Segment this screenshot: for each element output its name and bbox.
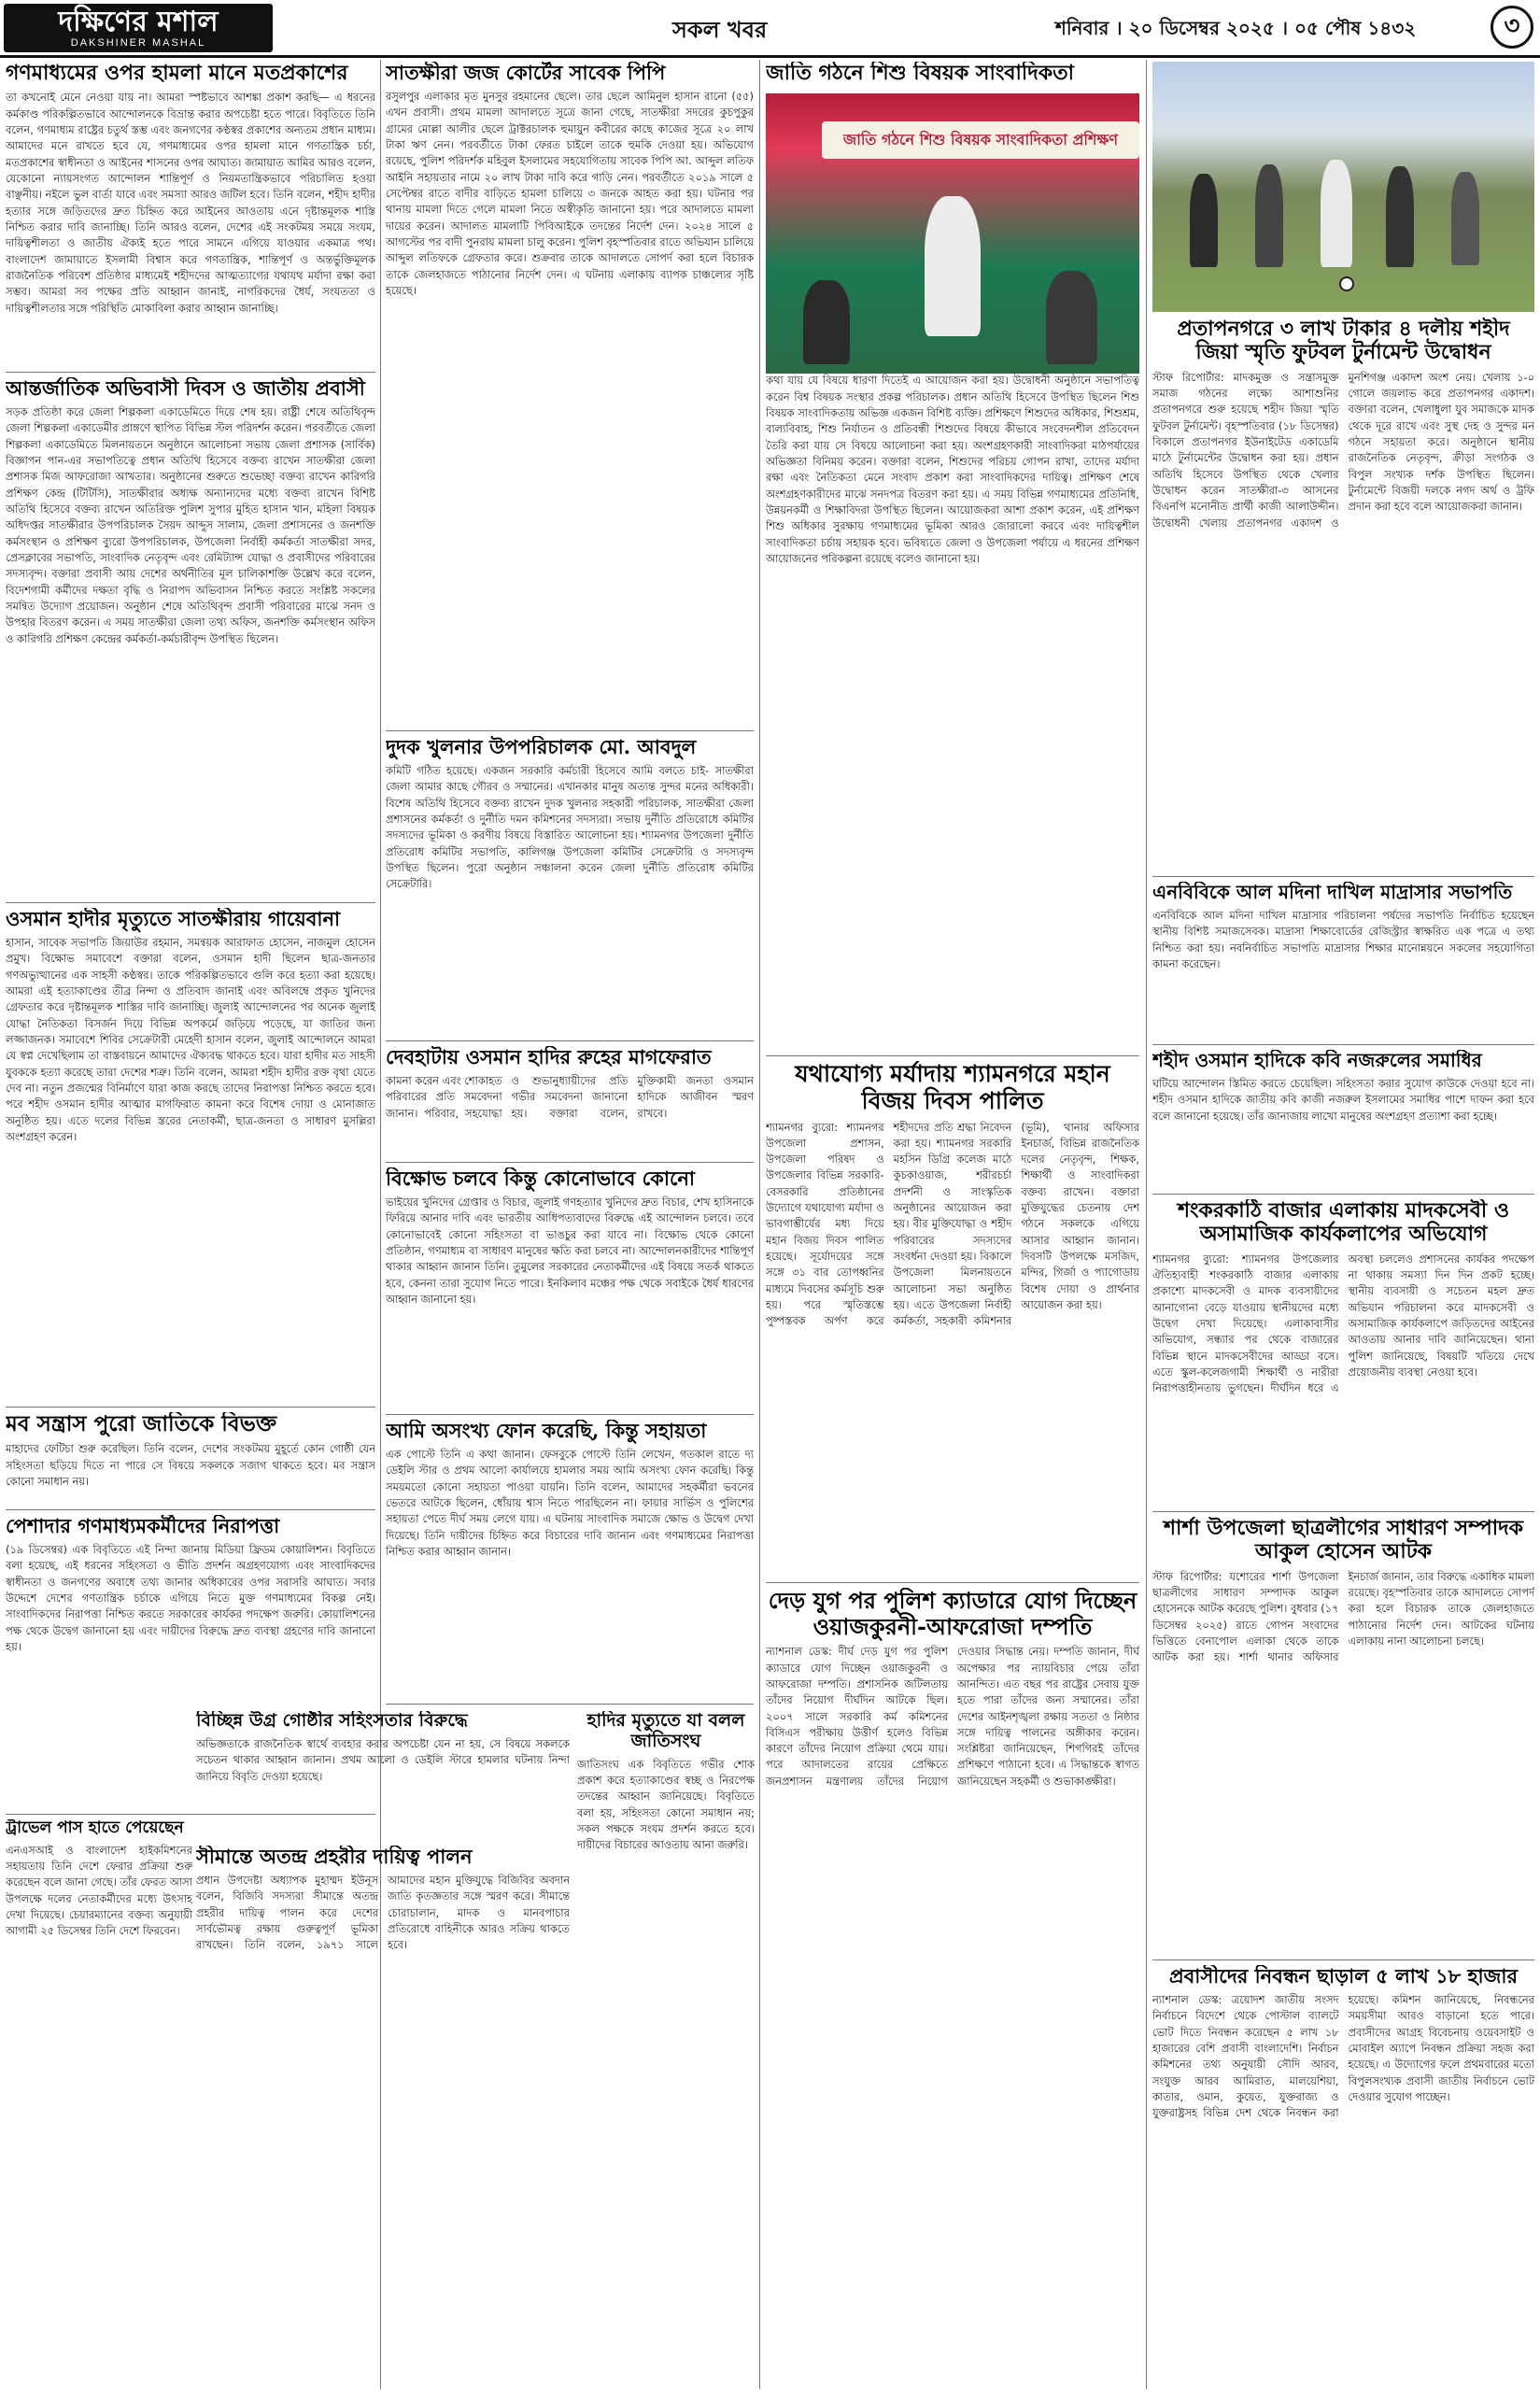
headline: দুদক খুলনার উপপরিচালক মো. আবদুল (386, 736, 697, 758)
article-body: কামনা করেন এবং শোকাহত পরিবারের প্রতি সমবেদনা জানান। পরিবার, সহযোদ্ধা ও শুভানুধ্যায়ীদের প্রতি গভীর সমবেদনা জানানো হয়। বক্তারা বলেন, মুক্তিকামী জনতা ওসমান হাদিকে আজীবন স্মরণ রাখবে। (386, 1074, 754, 1120)
divider (6, 902, 375, 903)
divider (766, 1055, 1139, 1056)
article-body: কমিটি গঠিত হয়েছে। একজন সরকারি কর্মচারী হিসেবে আমি বলতে চাই- সাতক্ষীরা জেলা আমার কাছে গৌরব ও সম্মানের। এখানকার মানুষ অত্যন্ত সুন্দর মনের অধিকারী। বিশেষ অতিথি হিসেবে বক্তব্য রাখেন দুদক খুলনার সহকারী পরিচালক, সাতক্ষীরা জেলা প্রশাসনের কর্মকর্তা ও দুর্নীতি দমন কমিশনের সদস্যরা। সভায় দুর্নীতি প্রতিরোধে কমিটির সদস্যদের ভূমিকা ও করণীয় বিষয়ে বিস্তারিত আলোচনা হয়। শ্যামনগর উপজেলা দুর্নীতি প্রতিরোধ কমিটির সভাপতি, কালিগঞ্জ উপজেলা কমিটির সেক্রেটারি ও সদস্যবৃন্দ উপস্থিত ছিলেন। পুরো অনুষ্ঠান সঞ্চালনা করেন জেলা দুর্নীতি প্রতিরোধ কমিটির সেক্রেটারি। (386, 764, 754, 891)
headline: প্রবাসীদের নিবন্ধন ছাড়াল ৫ লাখ ১৮ হাজার (1168, 1965, 1519, 1988)
headline: সীমান্তে অতন্দ্র প্রহরীর দায়িত্ব পালন (196, 1846, 473, 1868)
section-title: সকল খবর (672, 17, 768, 43)
headline: যথাযোগ্য মর্যাদায় শ্যামনগরে মহান বিজয় দিবস পালিত (795, 1061, 1110, 1114)
article-travel-pass[interactable] (6, 1819, 192, 2389)
article-expat-registration[interactable] (1152, 1965, 1534, 2389)
logo-english: DAKSHINER MASHAL (70, 37, 206, 49)
headline: এনবিবিকে আল মদিনা দাখিল মাদ্রাসার সভাপতি (1152, 882, 1513, 903)
divider (1152, 1194, 1534, 1195)
divider (386, 1040, 754, 1041)
article-body: হাসান, সাবেক সভাপতি জিয়াউর রহমান, সমন্বয়ক আরাফাত হোসেন, নাজমুল হোসেন প্রমুখ। বিক্ষোভ সমাবেশে বক্তারা বলেন, ওসমান হাদী ছিলেন ছাত্র-জনতার গণঅভ্যুত্থানের এক সাহসী কণ্ঠস্বর। তাকে পরিকল্পিতভাবে গুলি করে হত্যা করা হয়েছে। আমরা এই হত্যাকাণ্ডের তীব্র নিন্দা ও প্রতিবাদ জানাই এবং অবিলম্বে প্রকৃত খুনিদের গ্রেফতার করে দৃষ্টান্তমূলক শাস্তির দাবি জানাচ্ছি। জুলাই আন্দোলনের পর অনেক জুলাই যোদ্ধা নৈতিকতা বিসর্জন দিয়ে বিভিন্ন অপকর্মে জড়িয়ে পড়েছে, যা জাতির জন্য লজ্জাজনক। সমাবেশে শিবির সেক্রেটারী মেহেদী হাসান বলেন, জুলাই আন্দোলনে আমরা যে স্বপ্ন দেখেছিলাম তা বাস্তবায়নে আমাদের ঐক্যবদ্ধ থাকতে হবে। যারা হাদীর মত সাহসী যুবককে হত্যা করেছে তারা দেশের শত্রু। তিনি বলেন, আমরা শহীদ হাদীর রক্ত বৃথা যেতে দেব না। নতুন প্রজন্মের বিনির্মাণে যারা কাজ করছে তাদের নিরাপত্তা নিশ্চিত করতে হবে। পরে শহীদ ওসমান হাদীর আত্মার মাগফিরাত কামনা করে বিশেষ দোয়া ও মোনাজাত অনুষ্ঠিত হয়। এতে দলের বিভিন্ন স্তরের নেতাকর্মী, ছাত্র-জনতা ও সাধারণ মুসল্লিরা অংশগ্রহণ করেন। (6, 936, 375, 1144)
article-un-statement[interactable] (577, 1711, 755, 2389)
article-body: ভাইয়ের খুনিদের গ্রেপ্তার ও বিচার, জুলাই গণহত্যার খুনিদের দ্রুত বিচার, শেখ হাসিনাকে ফিরিয়ে আনার দাবি এবং ভারতীয় আধিপত্যবাদের বিরুদ্ধে এই আন্দোলন চলবে। তবে কোনোভাবেই কোনো সহিংসতা বা ভাঙচুর করা যাবে না। বিক্ষোভ থেকে কোনো প্রতিষ্ঠান, গণমাধ্যম বা সাধারণ মানুষের ক্ষতি করা চলবে না। আন্দোলনকারীদের শান্তিপূর্ণ থাকার আহ্বান জানান তিনি। তুমুলের সরকারের নেতাকর্মীদের এই বিষয়ে সতর্ক থাকতে হবে, কেননা তারা সুযোগ নিতে পারে। ইনকিলাব মঞ্চের পক্ষ থেকে সবাইকে ধৈর্য ধারণের আহ্বান জানানো হয়। (386, 1196, 754, 1307)
article-body: এক পোস্টে তিনি এ কথা জানান। ফেসবুকে পোস্টে তিনি লেখেন, গতকাল রাতে দ্য ডেইলি স্টার ও প্রথম আলো কার্যালয়ে হামলার সময় আমি অসংখ্য ফোন করেছি। কিন্তু সময়মতো কোনো সহায়তা পাওয়া যায়নি। তিনি বলেন, আমাদের সহকর্মীরা ভবনের ভেতরে আটকে ছিলেন, ধোঁয়ায় শ্বাস নিতে পারছিলেন না। ফায়ার সার্ভিস ও পুলিশের সহায়তা পেতে দীর্ঘ সময় লেগে যায়। এ ঘটনায় সাংবাদিক সমাজে ক্ষোভ ও উদ্বেগ দেখা দিয়েছে। তিনি দায়ীদের চিহ্নিত করে বিচারের দাবি জানান এবং গণমাধ্যমের নিরাপত্তা নিশ্চিত করার আহ্বান জানান। (386, 1448, 754, 1559)
headline: বিচ্ছিন্ন উগ্র গোষ্ঠীর সহিংসতার বিরুদ্ধে (196, 1711, 468, 1731)
article-body: শ্যামনগর ব্যুরো: শ্যামনগর উপজেলা প্রশাসন, উপজেলা পরিষদ ও উপজেলার বিভিন্ন সরকারি-বেসরকারি প্রতিষ্ঠানের উদ্যোগে যথাযোগ্য মর্যাদা ও ভাবগাম্ভীর্যের মধ্য দিয়ে মহান বিজয় দিবস পালিত হয়েছে। সূর্যোদয়ের সঙ্গে সঙ্গে ৩১ বার তোপধ্বনির মাধ্যমে দিবসের কর্মসূচি শুরু হয়। পরে স্মৃতিস্তম্ভে পুষ্পস্তবক অর্পণ করে শহীদদের প্রতি শ্রদ্ধা নিবেদন করা হয়। শ্যামনগর সরকারি মহসিন ডিগ্রি কলেজ মাঠে কুচকাওয়াজ, শরীরচর্চা প্রদর্শনী ও সাংস্কৃতিক অনুষ্ঠানের আয়োজন করা হয়। বীর মুক্তিযোদ্ধা ও শহীদ পরিবারের সদস্যদের সংবর্ধনা দেওয়া হয়। বিকালে উপজেলা মিলনায়তনে আলোচনা সভা অনুষ্ঠিত হয়। এতে উপজেলা নির্বাহী কর্মকর্তা, সহকারী কমিশনার (ভূমি), থানার অফিসার ইনচার্জ, বিভিন্ন রাজনৈতিক দলের নেতৃবৃন্দ, শিক্ষক, শিক্ষার্থী ও সাংবাদিকরা বক্তব্য রাখেন। বক্তারা মুক্তিযুদ্ধের চেতনায় দেশ গঠনে সকলকে এগিয়ে আসার আহ্বান জানান। দিবসটি উপলক্ষে মসজিদ, মন্দির, গির্জা ও প্যাগোডায় বিশেষ দোয়া ও প্রার্থনার আয়োজন করা হয়। (766, 1120, 1139, 1328)
column-rule (1146, 60, 1147, 2389)
article-body: স্টাফ রিপোর্টার: মাদকমুক্ত ও সন্ত্রাসমুক্ত সমাজ গঠনের লক্ষ্যে আশাশুনির প্রতাপনগরে শুরু হয়েছে শহীদ জিয়া স্মৃতি ফুটবল টুর্নামেন্ট। বৃহস্পতিবার (১৮ ডিসেম্বর) বিকালে প্রতাপনগর ইউনাইটেড একাডেমি মাঠে টুর্নামেন্টের উদ্বোধন করা হয়। প্রধান অতিথি হিসেবে উপস্থিত থেকে খেলার উদ্বোধন করেন সাতক্ষীরা-৩ আসনের বিএনপি মনোনীত প্রার্থী কাজী আলাউদ্দীন। উদ্বোধনী খেলায় প্রতাপনগর একাদশ ও মুনশিগঞ্জ একাদশ অংশ নেয়। খেলায় ১-০ গোলে জয়লাভ করে প্রতাপনগর একাদশ। বক্তারা বলেন, খেলাধুলা যুব সমাজকে মাদক থেকে দূরে রাখে এবং সুস্থ দেহ ও সুন্দর মন গঠনে সহায়তা করে। অনুষ্ঠানে স্থানীয় রাজনৈতিক নেতৃবৃন্দ, ক্রীড়া সংগঠক ও বিপুল সংখ্যক দর্শক উপস্থিত ছিলেন। টুর্নামেন্টে বিজয়ী দলকে নগদ অর্থ ও ট্রফি প্রদান করা হবে বলে আয়োজকরা জানান। (1152, 370, 1534, 530)
newspaper-logo[interactable] (4, 4, 273, 52)
article-body: স্টাফ রিপোর্টার: যশোরের শার্শা উপজেলা ছাত্রলীগের সাধারণ সম্পাদক আকুল হোসেনকে আটক করেছে পুলিশ। বুধবার (১৭ ডিসেম্বর ২০২৫) রাতে গোপন সংবাদের ভিত্তিতে বেনাপোল এলাকা থেকে তাকে আটক করা হয়। শার্শা থানার অফিসার ইনচার্জ জানান, তার বিরুদ্ধে একাধিক মামলা রয়েছে। বৃহস্পতিবার তাকে আদালতে সোপর্দ করা হলে বিচারক তাকে জেলহাজতে পাঠানোর নির্দেশ দেন। আটকের ঘটনায় এলাকায় নানা আলোচনা চলছে। (1152, 1569, 1534, 1664)
divider (1152, 1044, 1534, 1045)
divider (6, 1407, 375, 1408)
article-body: প্রধান উপদেষ্টা অধ্যাপক মুহাম্মদ ইউনূস বলেন, বিজিবি সদস্যরা সীমান্তে অতন্দ্র প্রহরীর দায়িত্ব পালন করে দেশের সার্বভৌমত্ব রক্ষায় গুরুত্বপূর্ণ ভূমিকা রাখছেন। তিনি বলেন, ১৯৭১ সালে আমাদের মহান মুক্তিযুদ্ধে বিজিবির অবদান জাতি কৃতজ্ঞতার সঙ্গে স্মরণ করে। সীমান্তে চোরাচালান, মাদক ও মানবপাচার প্রতিরোধে বাহিনীকে আরও সক্রিয় থাকতে হবে। (196, 1874, 570, 1952)
article-body: সড়ক প্রতিষ্ঠা করে জেলা শিল্পকলা একাডেমিতে দিয়ে শেষ হয়। রাষ্ট্রী শেষে অতিথিবৃন্দ জেলা শিল্পকলা একাডেমীর প্রাঙ্গণে স্থাপিত বিভিন্ন স্টল পরিদর্শন করেন। পরবর্তীতে জেলা শিল্পকলা একাডেমিতে মিলনায়তনে অনুষ্ঠানে আলোচনা সভায় জেলা প্রশাসক (সার্বিক) বিজ্ঞাপন পান-এর সভাপতিত্বে প্রধান অতিথি হিসেবে বক্তব্য রাখেন সাতক্ষীরা জেলা প্রশাসক মিজ আফরোজা আখতার। অনুষ্ঠানের শুরুতে শুভেচ্ছা বক্তব্য রাখেন কারিগরি প্রশিক্ষণ কেন্দ্র (টিটিসি), সাতক্ষীরার অধ্যক্ষ অন্যান্যদের মধ্যে বক্তব্য রাখেন বিশিষ্ট অতিথি হিসেবে বক্তব্য রাখেন অতিরিক্ত পুলিশ সুপার মুহিত হাসান খান, মহিলা বিষয়ক অধিদপ্তর সাতক্ষীরার উপপরিচালক সৈয়দ আব্দুস সালাম, জেলা প্রশাসনের ও জনশক্তি কর্মসংস্থান ও প্রশিক্ষণ ব্যুরো উপপরিচালক, উপজেলা নির্বাহী কর্মকর্তা সাতক্ষীরা সদর, প্রেসক্লাবের সভাপতি, সাংবাদিক নেতৃবৃন্দ এবং রেমিট্যান্স যোদ্ধা ও প্রবাসীদের পরিবারের সদস্যবৃন্দ। বক্তারা প্রবাসী আয় দেশের অর্থনীতির মূল চালিকাশক্তি উল্লেখ করে বলেন, বিদেশগামী কর্মীদের দক্ষতা বৃদ্ধি ও নিরাপদ অভিবাসন নিশ্চিত করতে সংশ্লিষ্ট সকলের সমন্বিত উদ্যোগ প্রয়োজন। অনুষ্ঠান শেষে অতিথিবৃন্দ প্রবাসী পরিবারের মাঝে সনদ ও উপহার বিতরণ করেন। এ সময় সাতক্ষীরা জেলা তথ্য অফিস, জনশক্তি কর্মসংস্থান অফিস ও কারিগরি প্রশিক্ষণ কেন্দ্রের কর্মকর্তা-কর্মচারীবৃন্দ উপস্থিত ছিলেন। (6, 405, 375, 645)
article-acc-khulna[interactable] (386, 736, 754, 1037)
headline: শহীদ ওসমান হাদিকে কবি নজরুলের সমাধির (1152, 1050, 1482, 1071)
divider (386, 1414, 754, 1415)
article-border-guard[interactable] (196, 1846, 570, 2389)
article-debhata-prayer[interactable] (386, 1046, 754, 1158)
player-figure (1451, 172, 1479, 265)
player-figure (1321, 160, 1352, 267)
headline: সাতক্ষীরা জজ কোর্টের সাবেক পিপি (386, 62, 666, 84)
column-rule (759, 60, 760, 2389)
article-body: জাতিসংঘ এক বিবৃতিতে গভীর শোক প্রকাশ করে হত্যাকাণ্ডের স্বচ্ছ ও নিরপেক্ষ তদন্তের আহ্বান জানিয়েছে। বিবৃতিতে বলা হয়, সহিংসতা কোনো সমাধান নয়; সকল পক্ষকে সংযম প্রদর্শন করতে হবে। দায়ীদের বিচারের আওতায় আনা জরুরি। (577, 1757, 755, 1852)
article-body: ঘটিয়ে আন্দোলন স্তিমিত করতে চেয়েছিল। সহিংসতা করার সুযোগ কাউকে দেওয়া হবে না। শহীদ ওসমান হাদিকে জাতীয় কবি কাজী নজরুল ইসলামের সমাধির পাশে দাফন করা হবে বলে জানানো হয়েছে। তাঁর জানাজায় লাখো মানুষের অংশগ্রহণ প্রত্যাশা করা হচ্ছে। (1152, 1077, 1534, 1123)
divider (1152, 1959, 1534, 1960)
headline: মব সন্ত্রাস পুরো জাতিকে বিভক্ত (6, 1412, 277, 1436)
headline: প্রতাপনগরে ৩ লাখ টাকার ৪ দলীয় শহীদ জিয়া স্মৃতি ফুটবল টুর্নামেন্ট উদ্বোধন (1177, 318, 1510, 365)
article-police-cadre[interactable] (766, 1588, 1139, 2389)
article-former-pp[interactable] (386, 62, 754, 727)
divider (1152, 876, 1534, 877)
article-drug-users[interactable] (1152, 1199, 1534, 1507)
article-phone-calls[interactable] (386, 1420, 754, 1700)
divider (386, 1162, 754, 1163)
headline: দেড় যুগ পর পুলিশ ক্যাডারে যোগ দিচ্ছেন ওয়াজকুরনী-আফরোজা দম্পতি (768, 1588, 1137, 1640)
divider (386, 730, 754, 731)
football-icon (1339, 276, 1354, 291)
banner-caption: জাতি গঠনে শিশু বিষয়ক সাংবাদিকতা প্রশিক্ষণ (822, 121, 1139, 159)
article-body: (১৯ ডিসেম্বর) এক বিবৃতিতে এই নিন্দা জানায় মিডিয়া ফ্রিডম কোয়ালিশন। বিবৃতিতে বলা হয়েছে, এই ধরনের সহিংসতা ও ভীতি প্রদর্শন অগ্রহণযোগ্য এবং সাংবাদিকদের স্বাধীনতা ও জনগণের অবাধে তথ্য জানার অধিকারের ওপর সরাসরি আঘাত। সবার উদ্দেশে দেশের গণতান্ত্রিক চর্চাকে এগিয়ে নিতে মুক্ত গণমাধ্যমের বিকল্প নেই। সাংবাদিকদের নিরাপত্তা নিশ্চিত করতে সরকারের কার্যকর পদক্ষেপ জরুরি। কোয়ালিশনের পক্ষ থেকে উদ্বেগ জানানো হয় এবং দায়ীদের বিরুদ্ধে দ্রুত ব্যবস্থা গ্রহণের দাবি জানানো হয়। (6, 1543, 375, 1654)
article-body: শ্যামনগর ব্যুরো: শ্যামনগর উপজেলার ঐতিহ্যবাহী শংকরকাঠি বাজার এলাকায় প্রকাশ্যে মাদকসেবী ও মাদক ব্যবসায়ীদের আনাগোনা বেড়ে যাওয়ায় স্থানীয়দের মধ্যে উদ্বেগ দেখা দিয়েছে। এলাকাবাসীর অভিযোগ, সন্ধ্যার পর থেকে বাজারের বিভিন্ন স্থানে মাদকসেবীদের আড্ডা বসে। এতে স্কুল-কলেজগামী শিক্ষার্থী ও নারীরা নিরাপত্তাহীনতায় ভুগছেন। দীর্ঘদিন ধরে এ অবস্থা চললেও প্রশাসনের কার্যকর পদক্ষেপ না থাকায় সমস্যা দিন দিন প্রকট হচ্ছে। স্থানীয় ব্যবসায়ী ও সচেতন মহল দ্রুত অভিযান পরিচালনা করে মাদকসেবী ও অসামাজিক কার্যকলাপে জড়িতদের আইনের আওতায় আনার দাবি জানিয়েছেন। থানা পুলিশ জানিয়েছে, বিষয়টি খতিয়ে দেখে প্রয়োজনীয় ব্যবস্থা নেওয়া হবে। (1152, 1252, 1534, 1395)
article-football-tournament[interactable] (1152, 318, 1534, 872)
attendee-figure (1046, 271, 1097, 364)
article-extremist-violence[interactable] (196, 1711, 570, 1840)
article-body: মাহাদের ফেটিচা শুরু করেছিল। তিনি বলেন, দেশের সংকটময় মুহূর্তে কোন গোষ্ঠী যেন সহিংসতা ছড়িয়ে দিতে না পারে সে বিষয়ে সকলকে সজাগ থাকতে হবে। মব সন্ত্রাস কোনো সমাধান নয়। (6, 1442, 375, 1489)
speaker-figure (925, 196, 981, 336)
football-photo (1152, 62, 1534, 312)
divider (6, 1509, 375, 1510)
divider (1152, 1511, 1534, 1512)
divider (766, 1582, 1139, 1583)
player-figure (1190, 174, 1218, 267)
article-mob-terror[interactable] (6, 1412, 375, 1506)
article-body: তা কখনোই মেনে নেওয়া যায় না। আমরা স্পষ্টভাবে আশঙ্কা প্রকাশ করছি— এ ধরনের কর্মকাণ্ড পরিকল্পিতভাবে আন্দোলনকে বিভ্রান্ত করার অপচেষ্টা হতে পারে। বিবৃতিতে তিনি বলেন, গণমাধ্যম রাষ্ট্রের চতুর্থ স্তম্ভ এবং জনগণের কণ্ঠস্বর প্রকাশের অন্যতম প্রধান মাধ্যম। আমাদের মনে রাখতে হবে যে, গণমাধ্যমের ওপর হামলা মানে গণতান্ত্রিক চর্চা, মতপ্রকাশের স্বাধীনতা ও আইনের শাসনের ওপর আঘাত। জামায়াত আমির আরও বলেন, যেকোনো ন্যায়সংগত আন্দোলন শান্তিপূর্ণ ও নিয়মতান্ত্রিকভাবে পরিচালিত হওয়া বাঞ্ছনীয়। নইলে ভুল বার্তা যাবে এবং সমস্যা আরও জটিল হবে। তিনি বলেন, শহীদ হাদীর হত্যার সঙ্গে জড়িতদের দ্রুত চিহ্নিত করে আইনের আওতায় এনে দৃষ্টান্তমূলক শাস্তি নিশ্চিত করার দাবি জানাচ্ছি। তিনি আরও বলেন, দেশের এই সংকটময় সময়ে সংযম, দায়িত্বশীলতা ও জাতীয় ঐক্যই হতে পারে সামনে এগিয়ে যাওয়ার একমাত্র পথ। বাংলাদেশ জামায়াতে ইসলামী বিশ্বাস করে গণতান্ত্রিক, শান্তিপূর্ণ ও অন্তর্ভুক্তিমূলক রাজনৈতিক পরিবেশ প্রতিষ্ঠার মাধ্যমেই শহীদদের আত্মত্যাগের যথাযথ মর্যাদা রক্ষা করা সম্ভব। আমরা সব পক্ষের প্রতি আহ্বান জানাই, নাগরিকদের ধৈর্য, সংযততা ও দায়িত্বশীলতার সঙ্গে পরিস্থিতি মোকাবিলা করার আহ্বান জানাচ্ছি। (6, 91, 375, 315)
player-figure (1386, 166, 1414, 267)
article-body: এনবিবিকে আল মদিনা দাখিল মাদ্রাসার পরিচালনা পর্ষদের সভাপতি নির্বাচিত হয়েছেন স্থানীয় বিশিষ্ট সমাজসেবক। মাদ্রাসা শিক্ষাবোর্ডের রেজিস্ট্রার স্বাক্ষরিত এক পত্রে এ তথ্য নিশ্চিত করা হয়। নবনির্বাচিত সভাপতি মাদ্রাসার শিক্ষার মানোন্নয়নে সকলের সহযোগিতা কামনা করেছেন। (1152, 909, 1534, 970)
article-body: ন্যাশনাল ডেস্ক: ত্রয়োদশ জাতীয় সংসদ নির্বাচনে বিদেশে থেকে পোস্টাল ব্যালটে ভোট দিতে নিবন্ধন করেছেন ৫ লাখ ১৮ হাজারের বেশি প্রবাসী বাংলাদেশি। নির্বাচন কমিশনের তথ্য অনুযায়ী সৌদি আরব, সংযুক্ত আরব আমিরাত, মালয়েশিয়া, কাতার, ওমান, কুয়েত, যুক্তরাজ্য ও যুক্তরাষ্ট্রসহ বিভিন্ন দেশ থেকে নিবন্ধন করা হয়েছে। কমিশন জানিয়েছে, নিবন্ধনের সময়সীমা আরও বাড়ানো হতে পারে। প্রবাসীদের আগ্রহ বিবেচনায় ওয়েবসাইট ও মোবাইল অ্যাপে নিবন্ধন প্রক্রিয়া সহজ করা হয়েছে। এ উদ্যোগের ফলে প্রথমবারের মতো বিপুলসংখ্যক প্রবাসী জাতীয় নির্বাচনে ভোট দেওয়ার সুযোগ পাচ্ছেন। (1152, 1993, 1534, 2120)
article-nazrul-grave[interactable] (1152, 1050, 1534, 1190)
headline: ওসমান হাদীর মৃত্যুতে সাতক্ষীরায় গায়েবানা (6, 908, 341, 930)
headline: শংকরকাঠি বাজার এলাকায় মাদকসেবী ও অসামাজিক কার্যকলাপের অভিযোগ (1177, 1199, 1510, 1247)
headline: পেশাদার গণমাধ্যমকর্মীদের নিরাপত্তা (6, 1515, 280, 1537)
headline: শার্শা উপজেলা ছাত্রলীগের সাধারণ সম্পাদক আকুল হোসেন আটক (1163, 1517, 1524, 1564)
article-migrants-day[interactable] (6, 377, 375, 898)
divider (6, 372, 375, 373)
headline: আমি অসংখ্য ফোন করেছি, কিন্তু সহায়তা (386, 1420, 707, 1442)
headline: গণমাধ্যমের ওপর হামলা মানে মতপ্রকাশের (6, 62, 348, 85)
masthead (0, 0, 1540, 58)
dateline: শনিবার । ২০ ডিসেম্বর ২০২৫ । ০৫ পৌষ ১৪৩২ (1055, 17, 1417, 39)
article-victory-day[interactable] (766, 1061, 1139, 1578)
logo-bengali: দক্ষিণের মশাল (58, 6, 219, 38)
article-chhatra-league-arrest[interactable] (1152, 1517, 1534, 1956)
article-ghaebana-janaza[interactable] (6, 908, 375, 1403)
headline: হাদির মৃত্যুতে যা বলল জাতিসংঘ (586, 1711, 745, 1751)
attendee-figure (803, 280, 850, 364)
headline: ট্রাভেল পাস হাতে পেয়েছেন (6, 1819, 184, 1837)
article-body: অভিজ্ঞতাকে রাজনৈতিক স্বার্থে ব্যবহার করার অপচেষ্টা যেন না হয়, সে বিষয়ে সকলকে সচেতন থাকার আহ্বান জানান। প্রথম আলো ও ডেইলি স্টারে হামলার ঘটনায় নিন্দা জানিয়ে বিবৃতি দেওয়া হয়েছে। (196, 1736, 570, 1783)
headline: দেবহাটায় ওসমান হাদির রুহের মাগফেরাত (386, 1046, 712, 1068)
article-body: রসুলপুর এলাকার মৃত মুনসুর রহমানের ছেলে। তার ছেলে আমিনুল হাসান রানো (৫৫) এখন প্রবাসী। প্রথম মামলা আদালতে সূত্রে জানা গেছে, সাতক্ষীরা সদরের কুচপুকুর গ্রামের মোল্লা আলীর ছেলে ট্রাক্টরচালক হুমায়ুন কবীরের কাছে কাজের সূত্রে ২০ লাখ টাকা ঋণ নেন। পরবর্তীতে টাকা ফেরত চাইলে তাকে হুমকি দেওয়া হয়। অভিযোগ রয়েছে, পুলিশ পরিদর্শক মহিবুল ইসলামের সহযোগিতায় সাবেক পিপি আ. আব্দুল লতিফ আইনি সহায়তার নামে ২০ লাখ টাকা দাবি করে গাড়ি নেন। পরবর্তীতে ২০১৯ সালে ৫ সেপ্টেম্বর রাতে বাদীর বাড়িতে হামলা চালিয়ে ৩ জনকে আহত করা হয়। ঘটনার পর থানায় মামলা দিতে গেলে মামলা নিতে অস্বীকৃতি জানানো হয়। পরে আদালতে মামলা দায়ের করেন। আদালত মামলাটি পিবিআইকে তদন্তের নির্দেশ দেন। ২০২৪ সালে ৫ আগস্টের পর বাদী পুনরায় মামলা চালু করেন। পুলিশ বৃহস্পতিবার রাতে অভিযান চালিয়ে আব্দুল লতিফকে গ্রেফতার করে। শুক্রবার তাকে আদালতে সোপর্দ করা হলে বিচারক তাকে জেলহাজতে পাঠানোর নির্দেশ দেন। এ ঘটনায় এলাকায় ব্যাপক চাঞ্চল্যের সৃষ্টি হয়েছে। (386, 90, 754, 298)
article-body: কথা যায় যে বিষয়ে ধারণা দিতেই এ আয়োজন করা হয়। উদ্বোধনী অনুষ্ঠানে সভাপতিত্ব করেন বিশ্ব বিষয়ক সংস্থার প্রকল্প পরিচালক। প্রধান অতিথি হিসেবে উপস্থিত ছিলেন শিশু বিষয়ক সাংবাদিকতায় অভিজ্ঞ একজন বিশিষ্ট ব্যক্তি। প্রশিক্ষণে শিশুদের অধিকার, শিশুশ্রম, বাল্যবিবাহ, শিশু নির্যাতন ও প্রতিবন্ধী শিশুদের বিষয়ে কীভাবে সংবেদনশীল প্রতিবেদন তৈরি করা যায় সে বিষয়ে আলোচনা করা হয়। অংশগ্রহণকারী সাংবাদিকরা মাঠপর্যায়ের অভিজ্ঞতা বিনিময় করেন। বক্তারা বলেন, শিশুদের পরিচয় গোপন রাখা, তাদের মর্যাদা রক্ষা এবং নৈতিকতা মেনে সংবাদ প্রকাশ করা সাংবাদিকদের দায়িত্ব। প্রশিক্ষণ শেষে অংশগ্রহণকারীদের মাঝে সনদপত্র বিতরণ করা হয়। এ সময় বিভিন্ন গণমাধ্যমের প্রতিনিধি, উন্নয়নকর্মী ও শিক্ষাবিদরা উপস্থিত ছিলেন। আয়োজকরা আশা প্রকাশ করেন, এই প্রশিক্ষণ শিশু অধিকার সুরক্ষায় গণমাধ্যমের ভূমিকা আরও জোরালো করবে এবং দায়িত্বশীল সাংবাদিকতা চর্চায় সহায়ক হবে। ভবিষ্যতে জেলা ও উপজেলা পর্যায়ে এ ধরনের প্রশিক্ষণ আয়োজনের পরিকল্পনা রয়েছে বলেও জানানো হয়। (766, 374, 1139, 565)
headline: আন্তর্জাতিক অভিবাসী দিবস ও জাতীয় প্রবাসী (6, 377, 365, 400)
training-photo (766, 93, 1139, 374)
article-child-journalism[interactable] (766, 62, 1139, 1052)
player-figure (1255, 164, 1283, 267)
article-body: এনএসআই ও বাংলাদেশ হাইকমিশনের সহায়তায় তিনি দেশে ফেরার প্রক্রিয়া শুরু করেছেন বলে জানা গেছে। তাঁর ফেরত আসা উপলক্ষে দলের নেতাকর্মীদের মধ্যে উৎসাহ দেখা দিয়েছে। চেয়ারম্যানের বক্তব্য অনুযায়ী আগামী ২৫ ডিসেম্বর তিনি দেশে ফিরবেন। (6, 1843, 192, 1938)
headline: বিক্ষোভ চলবে কিন্তু কোনোভাবে কোনো (386, 1167, 696, 1190)
article-madrasa-president[interactable] (1152, 882, 1534, 1040)
headline: জাতি গঠনে শিশু বিষয়ক সাংবাদিকতা (766, 62, 1075, 85)
article-body: ন্যাশনাল ডেস্ক: দীর্ঘ দেড় যুগ পর পুলিশ ক্যাডারে যোগ দিচ্ছেন ওয়াজকুরনী ও আফরোজা দম্পতি। প্রশাসনিক জটিলতায় তাঁদের নিয়োগ দীর্ঘদিন আটকে ছিল। ২০০৭ সালে সরকারি কর্ম কমিশনের বিসিএস পরীক্ষায় উত্তীর্ণ হলেও বিভিন্ন কারণে তাঁদের নিয়োগ প্রক্রিয়া থেমে যায়। পরে আদালতের রায়ের প্রেক্ষিতে জনপ্রশাসন মন্ত্রণালয় তাঁদের নিয়োগ দেওয়ার সিদ্ধান্ত নেয়। দম্পতি জানান, দীর্ঘ অপেক্ষার পর ন্যায়বিচার পেয়ে তাঁরা আনন্দিত। এত বছর পর রাষ্ট্রের সেবায় যুক্ত হতে পারা তাঁদের জন্য সম্মানের। তাঁরা দেশের আইনশৃঙ্খলা রক্ষায় সততা ও নিষ্ঠার সঙ্গে দায়িত্ব পালনের অঙ্গীকার করেন। সংশ্লিষ্টরা জানিয়েছেন, শিগগিরই তাঁদের প্রশিক্ষণে পাঠানো হবে। এ সিদ্ধান্তকে স্বাগত জানিয়েছেন সহকর্মী ও শুভাকাঙ্ক্ষীরা। (766, 1645, 1139, 1788)
article-press-attack[interactable] (6, 62, 375, 368)
divider (386, 1704, 754, 1705)
page-number: ৩ (1491, 6, 1533, 49)
article-protest-continue[interactable] (386, 1167, 754, 1410)
